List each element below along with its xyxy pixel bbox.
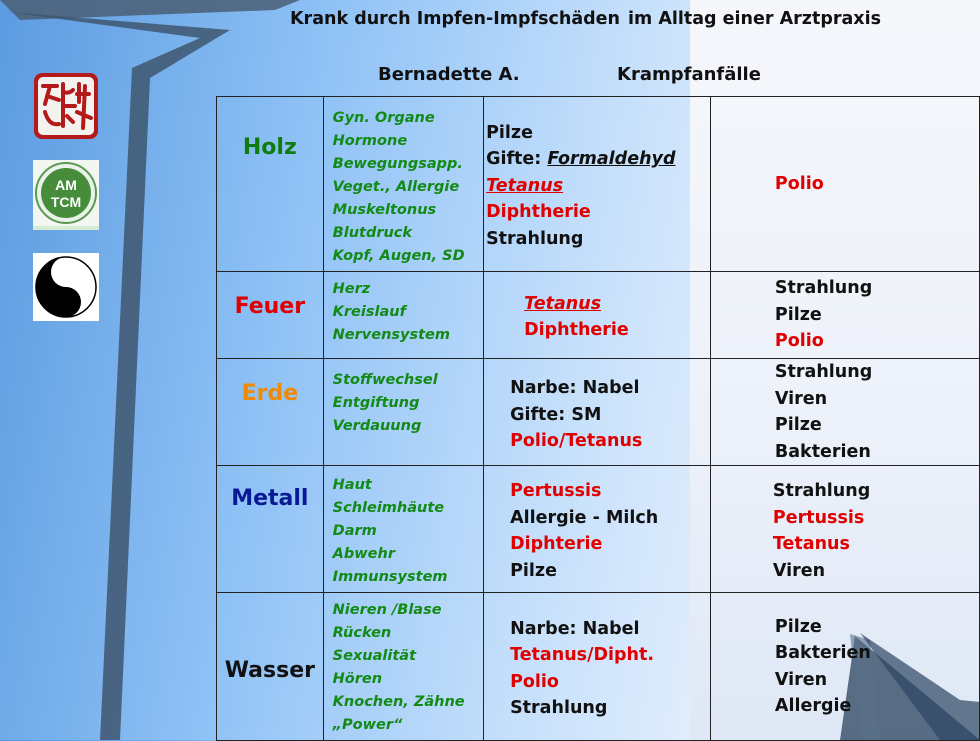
burden-item: Polio — [774, 173, 824, 194]
organ-item: Abwehr — [332, 546, 395, 562]
organ-item: Nieren /Blase — [332, 602, 442, 618]
organ-item: Stoffwechsel — [332, 372, 438, 388]
diagnosis: Krampfanfälle — [617, 64, 761, 85]
patient-name: Bernadette A. — [378, 64, 520, 85]
element-name: Metall — [217, 466, 324, 593]
vaccine-load-item: Pilze — [486, 122, 533, 143]
organ-item: Verdauung — [332, 418, 422, 434]
red-seal-logo — [33, 72, 99, 140]
organ-list — [323, 272, 483, 359]
vaccine-load-item: Diphtherie — [486, 202, 591, 223]
vaccine-load-item: Strahlung — [486, 228, 584, 249]
organ-item: „Power“ — [332, 717, 403, 733]
organ-item: Herz — [332, 281, 371, 297]
burden-item: Strahlung — [772, 481, 871, 501]
organ-item: Schleimhäute — [332, 500, 445, 516]
burden-item: Allergie — [774, 696, 852, 716]
burden-cell — [710, 272, 979, 359]
organ-item: Veget., Allergie — [332, 179, 460, 195]
table-row — [217, 359, 980, 466]
organ-item: Immunsystem — [332, 569, 448, 585]
organ-item: Darm — [332, 523, 377, 539]
vaccine-load-item: Gifte: SM — [510, 404, 602, 425]
vaccine-load-item: Narbe: Nabel — [510, 618, 640, 639]
burden-cell — [710, 466, 979, 593]
burden-item: Polio — [774, 331, 824, 352]
burden-cell — [710, 97, 979, 272]
yin-yang-icon — [33, 253, 99, 321]
title-part1: Krank durch Impfen-Impfschäden — [290, 9, 621, 29]
vaccine-load-item: Polio/Tetanus — [510, 431, 643, 452]
burden-item: Tetanus — [772, 534, 850, 554]
organ-item: Blutdruck — [332, 225, 413, 241]
vaccine-load-cell — [484, 593, 711, 741]
vaccine-load-item: Pertussis — [510, 481, 602, 501]
vaccine-load-item: Tetanus — [524, 293, 602, 314]
organ-item: Bewegungsapp. — [332, 156, 463, 172]
burden-item: Pilze — [774, 616, 822, 637]
vaccine-load-cell — [484, 359, 711, 466]
organ-item: Entgiftung — [332, 395, 420, 411]
svg-text:AM: AM — [55, 177, 77, 193]
burden-item: Viren — [774, 388, 828, 409]
organ-item: Gyn. Organe — [332, 110, 435, 126]
burden-item: Viren — [774, 669, 828, 690]
organ-item: Muskeltonus — [332, 202, 437, 218]
organ-item: Sexualität — [332, 648, 416, 664]
element-name: Holz — [217, 97, 324, 272]
vaccine-load-item: Diphterie — [510, 534, 603, 554]
burden-item: Viren — [772, 560, 826, 581]
am-tcm-logo — [33, 160, 99, 230]
element-name: Feuer — [217, 272, 324, 359]
burden-item: Pilze — [774, 304, 822, 325]
organ-item: Nervensystem — [332, 327, 450, 343]
table-row — [217, 97, 980, 272]
title-part2: im Alltag einer Arztpraxis — [628, 9, 881, 29]
burden-item: Strahlung — [774, 362, 873, 382]
table-row — [217, 272, 980, 359]
organ-item: Knochen, Zähne — [332, 694, 465, 710]
burden-item: Bakterien — [774, 441, 871, 462]
burden-item: Bakterien — [774, 643, 871, 663]
page-title — [290, 9, 881, 29]
burden-cell — [710, 593, 979, 741]
vaccine-load-item: Tetanus — [486, 175, 564, 196]
burden-item: Pilze — [774, 415, 822, 435]
organ-item: Hören — [332, 671, 383, 687]
burden-item: Pertussis — [772, 507, 865, 528]
organ-item: Hormone — [332, 133, 408, 149]
organ-item: Rücken — [332, 625, 392, 641]
organ-item: Kreislauf — [332, 304, 406, 320]
vaccine-load-item: Strahlung — [510, 698, 608, 718]
organ-list — [323, 359, 483, 466]
table-row — [217, 593, 980, 741]
svg-text:TCM: TCM — [50, 194, 82, 210]
vaccine-load-cell — [484, 466, 711, 593]
organ-list — [323, 593, 483, 741]
vaccine-load-item: Diphtherie — [524, 320, 629, 340]
element-name: Wasser — [217, 593, 324, 741]
vaccine-load-item: Gifte: Formaldehyd — [486, 149, 676, 170]
element-name: Erde — [217, 359, 324, 466]
organ-list — [323, 97, 483, 272]
vaccine-load-cell — [484, 97, 711, 272]
organ-item: Kopf, Augen, SD — [332, 248, 465, 264]
organ-item: Haut — [332, 477, 372, 493]
five-elements-table — [216, 96, 980, 741]
burden-cell — [710, 359, 979, 466]
vaccine-load-item: Narbe: Nabel — [510, 378, 640, 399]
vaccine-load-item: Polio — [510, 671, 559, 692]
organ-list — [323, 466, 483, 593]
vaccine-load-cell — [484, 272, 711, 359]
vaccine-load-item: Tetanus/Dipht. — [510, 645, 654, 665]
vaccine-load-item: Pilze — [510, 560, 557, 581]
table-row — [217, 466, 980, 593]
burden-item: Strahlung — [774, 278, 873, 299]
vaccine-load-item: Allergie - Milch — [510, 507, 659, 528]
